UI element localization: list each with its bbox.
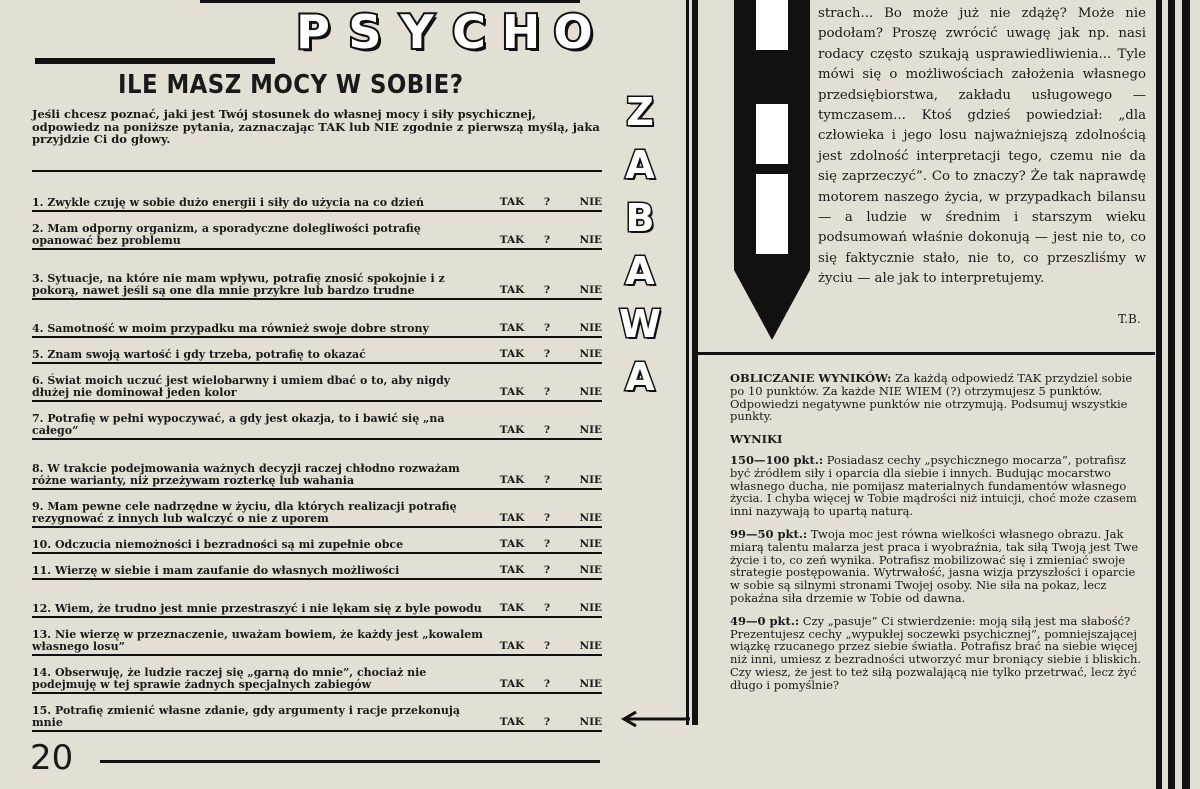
- answer-maybe[interactable]: ?: [543, 234, 551, 246]
- answer-yes[interactable]: TAK: [499, 196, 525, 208]
- margin-stripe: [1182, 0, 1190, 789]
- answer-yes[interactable]: TAK: [499, 424, 525, 436]
- answer-options: [487, 386, 602, 398]
- section-divider: [695, 352, 1155, 355]
- answer-maybe[interactable]: ?: [543, 424, 551, 436]
- answer-options: [487, 196, 602, 208]
- answer-yes[interactable]: TAK: [499, 386, 525, 398]
- answer-no[interactable]: NIE: [579, 512, 602, 524]
- answer-yes[interactable]: TAK: [499, 678, 525, 690]
- answer-maybe[interactable]: ?: [543, 512, 551, 524]
- question-text: 1. Zwykle czuję w sobie dużo energii i siły do użycia na co dzień: [32, 195, 424, 209]
- result-range: 49—0 pkt.:: [730, 613, 800, 628]
- answer-options: [487, 716, 602, 728]
- answer-yes[interactable]: TAK: [499, 640, 525, 652]
- answer-options: [487, 512, 602, 524]
- zabawa-letter: Z: [626, 90, 654, 134]
- margin-stripe: [1168, 0, 1175, 789]
- answer-yes[interactable]: TAK: [499, 602, 525, 614]
- question-row: [32, 618, 602, 656]
- author-initials: T.B.: [1118, 312, 1141, 326]
- question-text: 4. Samotność w moim przypadku ma również swoje dobre strony: [32, 321, 429, 335]
- article-text: strach... Bo może już nie zdążę? Może nie podołam? Proszę zwrócić uwagę jak np. nasi rodacy często szukają usprawiedliwienia... Tyle mówi się o możliwościach założenia własnego przedsiębiorstwa, zakładu usługowego — tymczasem... Ktoś gdzieś powiedział: „dla człowieka i jego losu najważniejszą zdolnością jest zdolność interpretacji tego, czemu nie da się zaprzeczyć”. Co to znaczy? Że tak naprawdę motorem naszego życia, w przypadkach bilansu — a ludzie w średnim i starszym wieku podsumowań właśnie dokonują — jest nie to, co się faktycznie stało, nie to, co przeszliśmy w życiu — ale jak to interpretujemy.: [818, 6, 1146, 287]
- answer-no[interactable]: NIE: [579, 322, 602, 334]
- margin-stripe: [1156, 0, 1162, 789]
- answer-maybe[interactable]: ?: [543, 716, 551, 728]
- psycho-letter: P: [296, 5, 330, 59]
- question-text: 3. Sytuacje, na które nie mam wpływu, potrafię znosić spokojnie i z pokorą, nawet jeśli są one dla mnie przykre lub bardzo trudne: [32, 272, 445, 297]
- answer-options: [487, 322, 602, 334]
- question-row: [32, 300, 602, 338]
- answer-options: [487, 640, 602, 652]
- answer-options: [487, 678, 602, 690]
- answer-yes[interactable]: TAK: [499, 538, 525, 550]
- question-text: 12. Wiem, że trudno jest mnie przestraszyć i nie lękam się z byle powodu: [32, 601, 482, 615]
- psycho-letter: H: [501, 5, 541, 59]
- answer-no[interactable]: NIE: [579, 196, 602, 208]
- answer-yes[interactable]: TAK: [499, 474, 525, 486]
- answer-no[interactable]: NIE: [579, 474, 602, 486]
- answer-no[interactable]: NIE: [579, 538, 602, 550]
- answer-no[interactable]: NIE: [579, 424, 602, 436]
- pencil-graphic-icon: [734, 0, 810, 340]
- question-text: 14. Obserwuję, że ludzie raczej się „garną do mnie”, chociaż nie podejmuję w tej sprawie żadnych specjalnych zabiegów: [32, 666, 427, 691]
- question-row: [32, 212, 602, 250]
- question-row: [32, 554, 602, 580]
- psycho-letter: O: [553, 5, 593, 59]
- arrow-left-icon: [620, 711, 690, 727]
- zabawa-letter: A: [625, 143, 655, 187]
- answer-no[interactable]: NIE: [579, 602, 602, 614]
- zabawa-letter: A: [625, 355, 655, 399]
- answer-yes[interactable]: TAK: [499, 234, 525, 246]
- answer-options: [487, 234, 602, 246]
- quiz-headline: ILE MASZ MOCY W SOBIE?: [118, 70, 464, 100]
- top-border-rule: [200, 0, 580, 3]
- column-divider: [686, 0, 689, 725]
- answer-no[interactable]: NIE: [579, 640, 602, 652]
- question-row: [32, 580, 602, 618]
- result-paragraph: [730, 454, 1144, 518]
- scoring-section: [730, 372, 1144, 702]
- question-row: [32, 490, 602, 528]
- zabawa-vertical-title: [618, 92, 662, 410]
- answer-yes[interactable]: TAK: [499, 716, 525, 728]
- result-text: Posiadasz cechy „psychicznego mocarza”, potrafisz być źródłem siły i oparcia dla siebie i innych. Budując mocarstwo własnego ducha, nie pomijasz materialnych fundamentów własnego życia. I chyba więcej w Tobie mądrości niż intuicji, choć może czasem inni nazywają to upartą naturą.: [730, 452, 1137, 519]
- answer-no[interactable]: NIE: [579, 716, 602, 728]
- result-text: Czy „pasuje” Ci stwierdzenie: moją siłą jest ma słabość? Prezentujesz cechy „wypukłej soczewki psychicznej”, pomniejszającej wiązkę rzucanego przez siebie światła. Potrafisz brać na siebie więcej niż inni, umiesz z bezradności utworzyć mur broniący siebie i bliskich. Czy wiesz, że jest to też siłą pozwalającą nie tylko przetrwać, lecz żyć długo i pomyślnie?: [730, 613, 1142, 692]
- question-text: 15. Potrafię zmienić własne zdanie, gdy argumenty i racje przekonują mnie: [32, 704, 461, 729]
- answer-yes[interactable]: TAK: [499, 564, 525, 576]
- answer-no[interactable]: NIE: [579, 348, 602, 360]
- answer-no[interactable]: NIE: [579, 678, 602, 690]
- table-top-rule: [32, 170, 602, 172]
- answer-yes[interactable]: TAK: [499, 512, 525, 524]
- question-table: [32, 170, 602, 732]
- answer-options: [487, 474, 602, 486]
- answer-no[interactable]: NIE: [579, 564, 602, 576]
- question-row: [32, 528, 602, 554]
- column-divider-thick: [692, 0, 698, 725]
- question-row: [32, 440, 602, 490]
- quiz-intro: Jeśli chcesz poznać, jaki jest Twój stosunek do własnej mocy i siły psychicznej, odpowiedz na poniższe pytania, zaznaczając TAK lub NIE zgodnie z pierwszą myślą, jaka przyjdzie Ci do głowy.: [32, 107, 600, 146]
- header-rule: [35, 58, 275, 64]
- zabawa-letter: W: [619, 302, 661, 346]
- scoring-text: Za każdą odpowiedź TAK przydziel sobie po 10 punktów. Za każde NIE WIEM (?) otrzymujesz 5 punktów. Odpowiedzi negatywne punktów nie otrzymują. Podsumuj wszystkie punkty.: [730, 371, 1133, 424]
- question-row: [32, 338, 602, 364]
- answer-maybe[interactable]: ?: [543, 474, 551, 486]
- question-text: 7. Potrafię w pełni wypoczywać, a gdy jest okazja, to i bawić się „na całego”: [32, 412, 445, 437]
- answer-maybe[interactable]: ?: [543, 640, 551, 652]
- answer-maybe[interactable]: ?: [543, 348, 551, 360]
- results-heading: WYNIKI: [730, 432, 783, 447]
- answer-maybe[interactable]: ?: [543, 564, 551, 576]
- answer-maybe[interactable]: ?: [543, 322, 551, 334]
- answer-options: [487, 348, 602, 360]
- question-text: 2. Mam odporny organizm, a sporadyczne dolegliwości potrafię opanować bez problemu: [32, 222, 421, 247]
- answer-maybe[interactable]: ?: [543, 386, 551, 398]
- question-row: [32, 694, 602, 732]
- answer-yes[interactable]: TAK: [499, 322, 525, 334]
- question-text: 6. Świat moich uczuć jest wielobarwny i umiem dbać o to, aby nigdy dłużej nie dominował jeden kolor: [32, 374, 451, 399]
- result-range: 99—50 pkt.:: [730, 526, 808, 541]
- psycho-title: [290, 6, 596, 64]
- answer-options: [487, 602, 602, 614]
- page-number: 20: [30, 738, 74, 778]
- question-row: [32, 178, 602, 212]
- answer-maybe[interactable]: ?: [543, 538, 551, 550]
- question-row: [32, 656, 602, 694]
- scoring-paragraph: [730, 372, 1144, 423]
- question-text: 5. Znam swoją wartość i gdy trzeba, potrafię to okazać: [32, 347, 366, 361]
- question-text: 13. Nie wierzę w przeznaczenie, uważam bowiem, że każdy jest „kowalem własnego losu”: [32, 628, 483, 653]
- answer-options: [487, 564, 602, 576]
- result-text: Twoja moc jest równa wielkości własnego obrazu. Jak miarą talentu malarza jest praca i wyobraźnia, tak siłą Twoją jest Twe życie i to, co zeń wynika. Potrafisz mobilizować się i zmieniać swoje strategie postępowania. Wytrwałość, jasna wizja przyszłości i oparcie w sobie są silnymi stronami Twojej osoby. Nie siła na pokaz, lecz pokaźna siła drzemie w Tobie od dawna.: [730, 526, 1139, 605]
- answer-yes[interactable]: TAK: [499, 348, 525, 360]
- result-paragraph: [730, 528, 1144, 605]
- answer-options: [487, 424, 602, 436]
- question-text: 8. W trakcie podejmowania ważnych decyzji raczej chłodno rozważam różne warianty, niż przeżywam rozterkę lub wahania: [32, 462, 460, 487]
- answer-no[interactable]: NIE: [579, 234, 602, 246]
- answer-no[interactable]: NIE: [579, 284, 602, 296]
- question-row: [32, 364, 602, 402]
- zabawa-letter: A: [625, 249, 655, 293]
- answer-maybe[interactable]: ?: [543, 602, 551, 614]
- question-row: [32, 402, 602, 440]
- answer-no[interactable]: NIE: [579, 386, 602, 398]
- psycho-letter: S: [348, 5, 382, 59]
- answer-options: [487, 284, 602, 296]
- answer-options: [487, 538, 602, 550]
- answer-maybe[interactable]: ?: [543, 284, 551, 296]
- question-text: 9. Mam pewne cele nadrzędne w życiu, dla których realizacji potrafię rezygnować z innych lub walczyć o nie z uporem: [32, 500, 457, 525]
- zabawa-letter: B: [625, 196, 655, 240]
- scoring-heading: OBLICZANIE WYNIKÓW:: [730, 371, 892, 385]
- question-text: 11. Wierzę w siebie i mam zaufanie do własnych możliwości: [32, 563, 400, 577]
- question-text: 10. Odczucia niemożności i bezradności są mi zupełnie obce: [32, 537, 404, 551]
- question-row: [32, 250, 602, 300]
- answer-maybe[interactable]: ?: [543, 196, 551, 208]
- result-range: 150—100 pkt.:: [730, 452, 824, 467]
- answer-yes[interactable]: TAK: [499, 284, 525, 296]
- psycho-letter: C: [452, 5, 486, 59]
- result-paragraph: [730, 615, 1144, 692]
- psycho-letter: Y: [400, 5, 434, 59]
- answer-maybe[interactable]: ?: [543, 678, 551, 690]
- footer-rule: [100, 760, 600, 763]
